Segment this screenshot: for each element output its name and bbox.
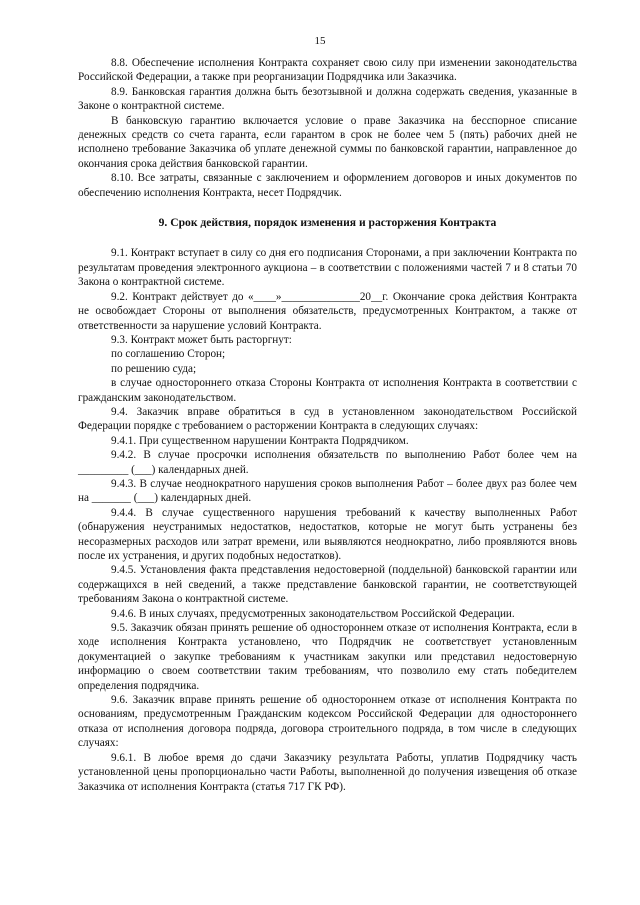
paragraph-9-5: 9.5. Заказчик обязан принять решение об одностороннем отказе от исполнения Контракта, если в ходе исполнения Контракта установлено, что Подрядчик не соответствует установленным документацией о закупке требованиям к участникам закупки или представил недостоверную информацию о своем соответствии таким требованиям, что позволило ему стать победителем определения подрядчика. xyxy=(78,622,577,692)
paragraph-9-1: 9.1. Контракт вступает в силу со дня его подписания Сторонами, а при заключении Контракта по результатам проведения электронного аукциона – в соответствии с положениями частей 7 и 8 статьи 70 Закона о контрактной системе. xyxy=(78,247,577,289)
paragraph-8-10: 8.10. Все затраты, связанные с заключением и оформлением договоров и иных документов по обеспечению исполнения Контракта, несет Подрядчик. xyxy=(78,172,577,199)
paragraph-bank-guarantee-condition: В банковскую гарантию включается условие о праве Заказчика на бесспорное списание денежных средств со счета гаранта, если гарантом в срок не более чем 5 (пять) рабочих дней не исполнено требование Заказчика об уплате денежной суммы по банковской гарантии, направленное до окончания срока действия банковской гарантии. xyxy=(78,114,577,170)
paragraph-9-3: 9.3. Контракт может быть расторгнут: xyxy=(111,333,292,346)
list-item-unilateral: в случае одностороннего отказа Стороны Контракта от исполнения Контракта в соответствии с гражданским законодательством. xyxy=(78,377,577,404)
paragraph-9-4-1: 9.4.1. При существенном нарушении Контракта Подрядчиком. xyxy=(111,434,409,447)
paragraph-9-6: 9.6. Заказчик вправе принять решение об одностороннем отказе от исполнения Контракта по основаниям, предусмотренным Гражданским кодексом Российской Федерации для одностороннего отказа от исполнения договора подряда, договора строительного подряда, в том числе в следующих случаях: xyxy=(78,694,577,750)
paragraph-9-4-6: 9.4.6. В иных случаях, предусмотренных законодательством Российской Федерации. xyxy=(111,607,515,620)
paragraph-9-4-4: 9.4.4. В случае существенного нарушения требований к качеству выполненных Работ (обнаружения неустранимых недостатков, недостатков, которые не могут быть устранены без несоразмерных расходов или затрат времени, или выявляются неоднократно, либо проявляются вновь после их устранения, и других подобных недостатков). xyxy=(78,506,577,562)
paragraph-9-2: 9.2. Контракт действует до «____»______________20__г. Окончание срока действия Контракта не освобождает Стороны от выполнения обязательств, предусмотренных Контрактом, а также от ответственности за нарушение условий Контракта. xyxy=(78,290,577,332)
paragraph-9-4-3: 9.4.3. В случае неоднократного нарушения сроков выполнения Работ – более двух раз более чем на _______ (___) календарных дней. xyxy=(78,477,577,505)
paragraph-9-4-2: 9.4.2. В случае просрочки исполнения обязательств по выполнению Работ более чем на _________ (___) календарных дней. xyxy=(78,449,577,476)
paragraph-9-4-5: 9.4.5. Установления факта представления недостоверной (поддельной) банковской гарантии или содержащихся в ней сведений, а также представление банковской гарантии, не соответствующей требованиям Закона о контрактной системе. xyxy=(78,564,577,606)
paragraph-9-4: 9.4. Заказчик вправе обратиться в суд в установленном законодательством Российской Федерации порядке с требованием о расторжении Контракта в следующих случаях: xyxy=(78,405,577,433)
paragraph-9-6-1: 9.6.1. В любое время до сдачи Заказчику результата Работы, уплатив Подрядчику часть установленной цены пропорционально части Работы, выполненной до получения извещения об отказе Заказчика от исполнения Контракта (статья 717 ГК РФ). xyxy=(78,751,577,793)
paragraph-8-8: 8.8. Обеспечение исполнения Контракта сохраняет свою силу при изменении законодательства Российской Федерации, а также при реорганизации Подрядчика или Заказчика. xyxy=(78,57,577,84)
section-heading: 9. Срок действия, порядок изменения и расторжения Контракта xyxy=(158,216,497,230)
list-item-agreement: по соглашению Сторон; xyxy=(111,348,226,361)
document-body xyxy=(78,56,577,794)
paragraph-8-9: 8.9. Банковская гарантия должна быть безотзывной и должна содержать сведения, указанные в Законе о контрактной системе. xyxy=(78,85,577,113)
list-item-court: по решению суда; xyxy=(111,362,197,375)
page-number: 15 xyxy=(314,35,326,47)
